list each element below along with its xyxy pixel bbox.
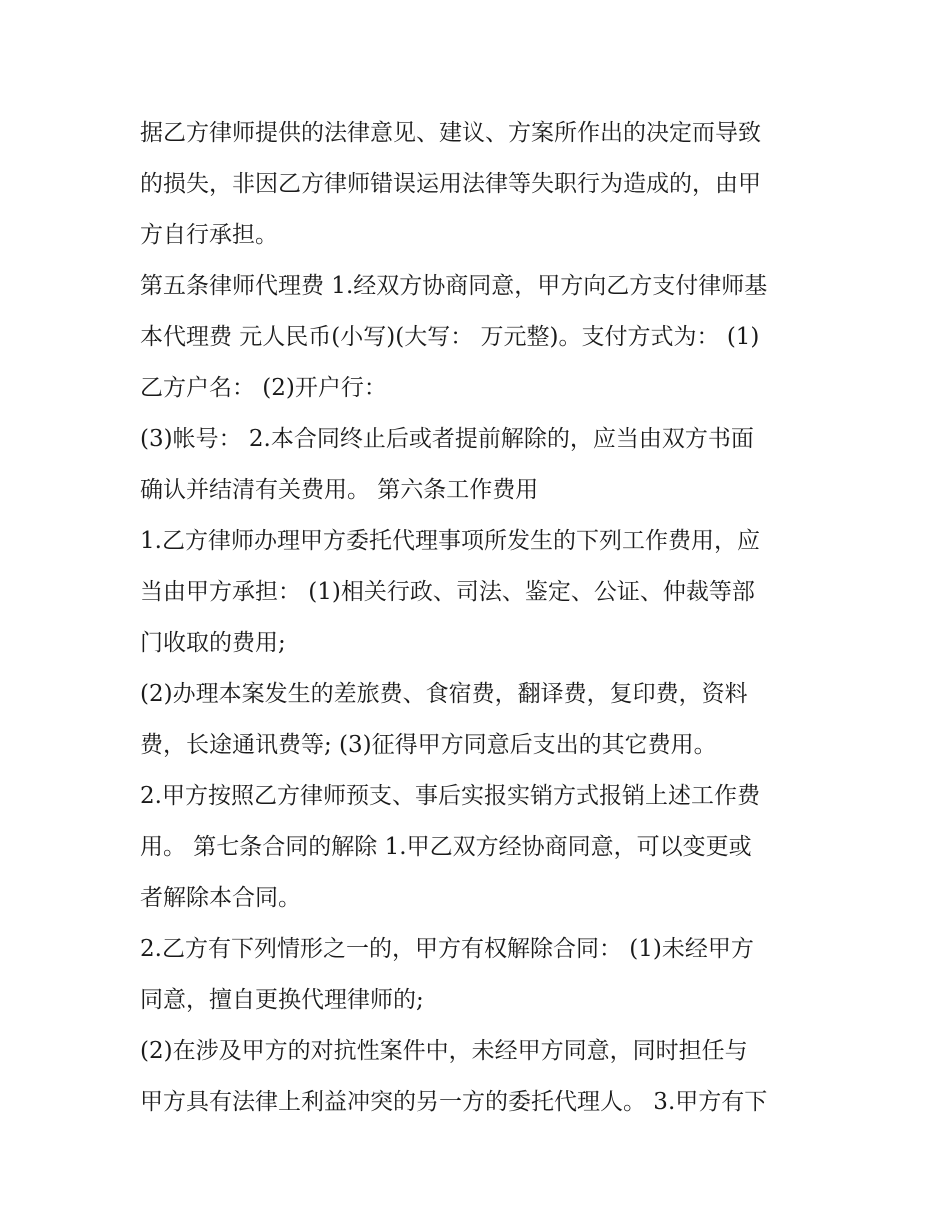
text-line: (2)在涉及甲方的对抗性案件中，未经甲方同意，同时担任与 — [140, 1038, 748, 1064]
text-line: 乙方户名： (2)开户行： — [140, 375, 387, 401]
text-line: 1.乙方律师办理甲方委托代理事项所发生的下列工作费用，应 — [140, 528, 760, 554]
text-line: (2)办理本案发生的差旅费、食宿费，翻译费，复印费，资料 — [140, 681, 748, 707]
text-line: 甲方具有法律上利益冲突的另一方的委托代理人。 3.甲方有下 — [140, 1089, 768, 1115]
text-line: 本代理费 元人民币(小写)(大写： 万元整)。支付方式为： (1) — [140, 324, 760, 350]
text-line: 同意，擅自更换代理律师的; — [140, 987, 424, 1013]
text-line: 2.乙方有下列情形之一的，甲方有权解除合同： (1)未经甲方 — [140, 936, 754, 962]
text-line: 当由甲方承担： (1)相关行政、司法、鉴定、公证、仲裁等部 — [140, 579, 755, 605]
text-line: 用。 第七条合同的解除 1.甲乙双方经协商同意，可以变更或 — [140, 834, 752, 860]
text-line: 门收取的费用; — [140, 630, 286, 656]
text-line: (3)帐号： 2.本合同终止后或者提前解除的，应当由双方书面 — [140, 426, 754, 452]
text-line: 2.甲方按照乙方律师预支、事后实报实销方式报销上述工作费 — [140, 783, 760, 809]
text-line: 确认并结清有关费用。 第六条工作费用 — [140, 477, 539, 503]
text-line: 第五条律师代理费 1.经双方协商同意，甲方向乙方支付律师基 — [140, 273, 768, 299]
text-line: 据乙方律师提供的法律意见、建议、方案所作出的决定而导致 — [140, 120, 761, 146]
text-line: 方自行承担。 — [140, 222, 278, 248]
text-line: 者解除本合同。 — [140, 885, 301, 911]
contract-text-body — [140, 108, 812, 1128]
text-line: 的损失，非因乙方律师错误运用法律等失职行为造成的，由甲 — [140, 171, 761, 197]
text-line: 费，长途通讯费等; (3)征得甲方同意后支出的其它费用。 — [140, 732, 717, 758]
